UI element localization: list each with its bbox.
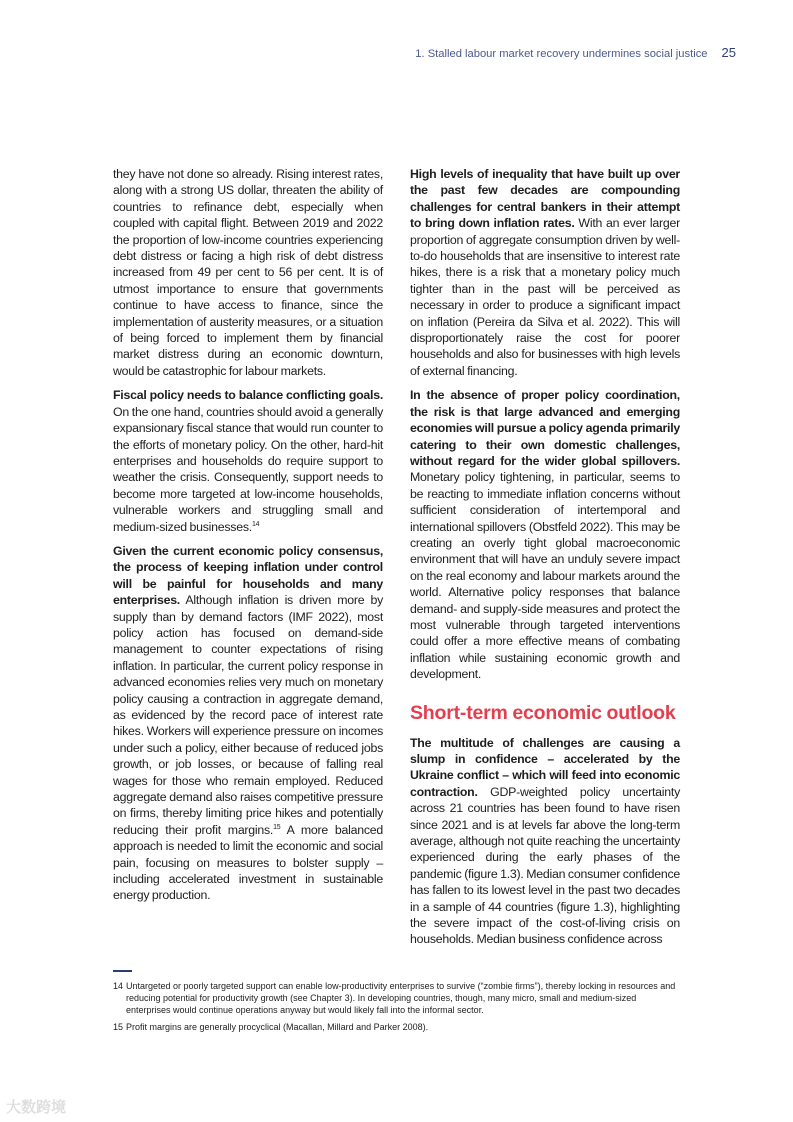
paragraph xyxy=(410,387,680,682)
section-heading: Short-term economic outlook xyxy=(410,701,676,724)
paragraph xyxy=(113,543,383,904)
footnote xyxy=(113,980,683,1017)
footnote-number: 14 xyxy=(113,981,124,991)
footnote xyxy=(113,1021,683,1033)
left-column xyxy=(113,166,383,912)
paragraph-lead: Given the current economic policy consensus, the process of keeping inflation under control will be painful for households and many enterprises. xyxy=(113,543,383,608)
paragraph-body: Monetary policy tightening, in particular, seems to be reacting to immediate inflation concerns without sufficient consideration of intertemporal and international spillovers (Obstfeld 2022). This may be creating an overly tight global macroeconomic environment that will have an unduly severe impact on the real economy and labour markets around the world. Alternative policy responses that balance demand- and supply-side measures and protect the most vulnerable through targeted interventions could offer a more effective means of combating inflation while sustaining economic growth and development. xyxy=(410,470,680,682)
footnote-ref[interactable]: 14 xyxy=(251,520,260,528)
running-header xyxy=(415,45,736,60)
page-number: 25 xyxy=(721,45,736,60)
paragraph xyxy=(410,166,680,379)
paragraph-body: With an ever larger proportion of aggregate consumption driven by well-to-do households that are insensitive to interest rate hikes, there is a risk that a monetary policy much tighter than in the past will be perceived as necessary in order to produce a significant impact on inflation (Pereira da Silva et al. 2022). This will disproportionately raise the cost for poorer households and also for businesses with high levels of external financing. xyxy=(410,216,680,378)
paragraph xyxy=(410,735,680,948)
paragraph xyxy=(113,387,383,535)
footnote-number: 15 xyxy=(113,1021,124,1032)
paragraph-lead: Fiscal policy needs to balance conflicting goals. xyxy=(113,388,383,403)
paragraph-lead: The multitude of challenges are causing a slump in confidence – accelerated by the Ukraine conflict – which will feed into economic contraction. xyxy=(410,735,680,799)
paragraph: they have not done so already. Rising interest rates, along with a strong US dollar, threaten the ability of countries to refinance debt, especially when coupled with capital flight. Between 2019 and 2022 the proportion of low-income countries experiencing debt distress or facing a high risk of debt distress increased from 49 per cent to 56 per cent. It is of utmost importance to ensure that governments continue to have access to finance, since the implementation of austerity measures, or a situation of being forced to implement them by financial market distress during an economic downturn, would be catastrophic for labour markets. xyxy=(113,167,383,378)
right-column xyxy=(410,166,680,956)
paragraph-body: GDP-weighted policy uncertainty across 21 countries has been found to have risen since 2021 and is at levels far above the long-term average, although not quite reaching the uncertainty experienced during the early phases of the pandemic (figure 1.3). Median consumer confidence has fallen to its lowest level in the past two decades in a sample of 44 countries (figure 1.3), highlighting the severe impact of the cost-of-living crisis on households. Median business confidence across xyxy=(410,784,680,947)
footnote-text: Untargeted or poorly targeted support can enable low-productivity enterprises to survive (“zombie firms”), thereby locking in resources and reducing potential for productivity growth (see Chapter 3). In developing countries, though, many micro, small and medium-sized enterprises would continue operations anyway but would likely fall into the informal sector. xyxy=(126,981,676,1016)
paragraph-body: On the one hand, countries should avoid a generally expansionary fiscal stance that would run counter to the efforts of monetary policy. On the other, hard-hit enterprises and households do require support to weather the crisis. Consequently, support needs to become more targeted at low-income households, vulnerable workers and struggling small and medium-sized businesses. xyxy=(113,404,383,534)
footnote-ref[interactable]: 15 xyxy=(273,823,281,831)
paragraph-body: Although inflation is driven more by supply than by demand factors (IMF 2022), most policy action has focused on demand-side management to counter expectations of rising inflation. In particular, the current policy response in advanced economies relies very much on monetary policy causing a contraction in aggregate demand, as evidenced by the record pace of interest rate hikes. Workers will experience pressure on incomes under such a policy, either because of reduced jobs growth, or job losses, or because of falling real wages for those who remain employed. Reduced aggregate demand also raises competitive pressure on firms, thereby limiting price hikes and potentially reducing their profit margins. xyxy=(113,593,383,837)
running-title: 1. Stalled labour market recovery undermines social justice xyxy=(415,48,708,60)
paragraph-body: A more balanced approach is needed to limit the economic and social pain, focusing on measures to bolster supply – including accelerated investment in sustainable energy production. xyxy=(113,822,383,903)
footnote-divider xyxy=(113,970,132,972)
footnote-text: Profit margins are generally procyclical (Macallan, Millard and Parker 2008). xyxy=(126,1021,429,1032)
paragraph-lead: High levels of inequality that have built up over the past few decades are compounding challenges for central bankers in their attempt to bring down inflation rates. xyxy=(410,167,680,231)
footnotes xyxy=(113,980,683,1037)
paragraph-lead: In the absence of proper policy coordination, the risk is that large advanced and emerging economies will pursue a policy agenda primarily catering to their own domestic challenges, without regard for the wider global spillovers. xyxy=(410,388,680,468)
watermark-logo: 大数跨境 xyxy=(6,1099,67,1116)
